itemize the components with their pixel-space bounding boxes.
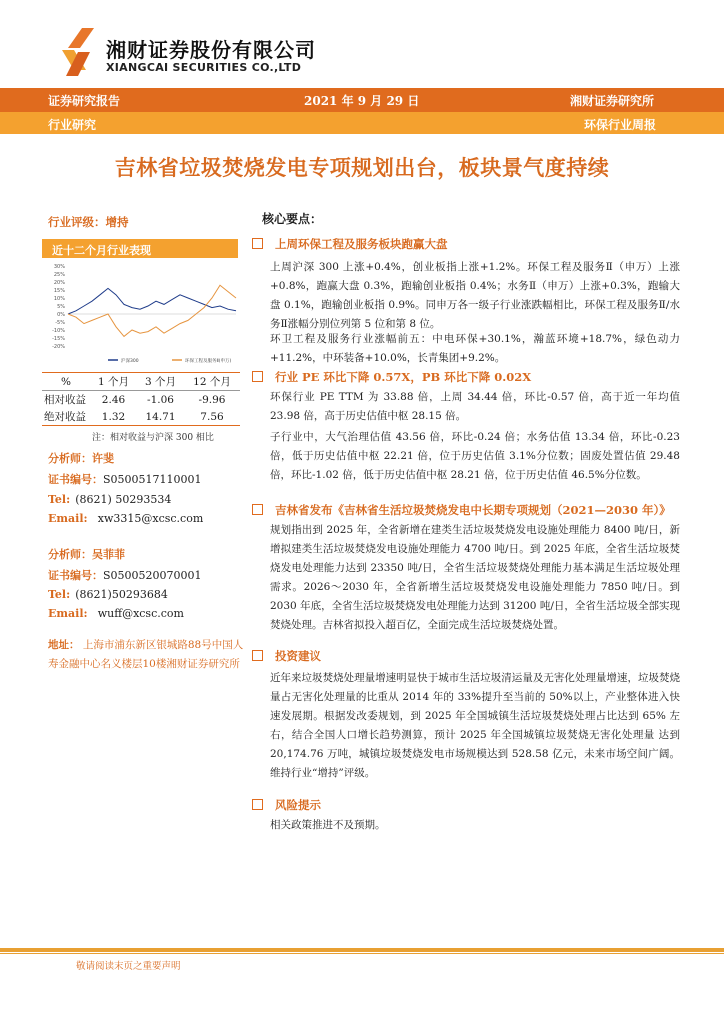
core-points-heading: 核心要点： <box>262 212 323 226</box>
performance-title: 近十二个月行业表现 <box>52 244 151 257</box>
section-2-paragraph-2: 子行业中，大气治理估值 43.56 倍，环比-0.24 倍；水务估值 13.34 倍，环比-0.23 倍，低于历史估值中枢 22.21 倍，位于历史估值 3.1%分位数；固废处置估值 29.48 倍，环比-1.02 倍，低于历史估值中枢 28.21 倍，位于历史估值 46.5%分位数。 <box>270 431 680 481</box>
table-cell: 2.46 <box>101 393 126 406</box>
section-3-heading: 吉林省发布《吉林省生活垃圾焚烧发电中长期专项规划（2021—2030 年）》 <box>252 502 671 518</box>
footer-disclaimer: 敬请阅读末页之重要声明 <box>76 961 181 972</box>
checkbox-bullet-icon <box>252 238 263 249</box>
y-tick-label: 20% <box>53 280 65 286</box>
y-tick-label: 0% <box>57 312 65 318</box>
address: 地址： 上海市浦东新区银城路88号中国人寿金融中心名义楼层10楼湘财证券研究所 <box>48 639 244 670</box>
y-tick-label: -10% <box>52 328 65 334</box>
section-1-paragraph-2: 环卫工程及服务行业涨幅前五：中电环保+30.1%，瀚蓝环境+18.7%，绿色动力+11.2%，中环装备+10.0%，长青集团+9.2%。 <box>270 333 680 364</box>
report-type: 证券研究报告 <box>48 94 121 108</box>
report-title: 吉林省垃圾焚烧发电专项规划出台，板块景气度持续 <box>114 156 610 180</box>
table-header-cell: 12 个月 <box>184 373 240 391</box>
y-tick-label: 25% <box>53 272 65 278</box>
y-tick-label: 30% <box>53 264 65 270</box>
series-line-1 <box>68 285 236 336</box>
analyst1-tel: Tel: (8621) 50293534 <box>48 493 172 506</box>
y-tick-label: 10% <box>53 296 65 302</box>
section-4-heading: 投资建议 <box>252 648 321 664</box>
footer-divider-thin <box>0 953 724 954</box>
header-bar-secondary <box>0 112 724 134</box>
table-row <box>42 391 240 409</box>
table-cell: 1.32 <box>90 408 137 426</box>
analyst1-cert: 证书编号：S0500517110001 <box>48 473 202 486</box>
series-line-0 <box>68 288 236 314</box>
table-cell: 7.56 <box>184 408 240 426</box>
analyst2-email[interactable]: Email: wuff@xcsc.com <box>48 607 184 620</box>
header-bar-primary <box>0 88 724 112</box>
section-5-paragraph-1: 相关政策推进不及预期。 <box>270 819 386 831</box>
footer-divider <box>0 948 724 952</box>
analyst1-email[interactable]: Email: xw3315@xcsc.com <box>48 512 204 525</box>
analyst2-cert: 证书编号：S0500520070001 <box>48 569 202 582</box>
company-logo-icon <box>60 28 100 78</box>
table-header-row <box>42 373 240 391</box>
section-3-paragraph-1: 规划指出到 2025 年，全省新增在建类生活垃圾焚烧发电设施处理能力 8400 吨/日，新增拟建类生活垃圾焚烧发电设施处理能力 4700 吨/日。到 2025 年底，全省生活垃圾焚烧发电处理能力达到 23350 吨/日，全省生活垃圾焚烧处理能力基本满足生活垃圾处理需求。2026～2030 年，全省新增生活垃圾焚烧发电设施处理能力 7850 吨/日。到 2030 年底，全省生活垃圾焚烧发电处理能力达到 31200 吨/日，全省生活垃圾全部实现焚烧处理。吉林省拟投入超百亿，全面完成生活垃圾焚烧处置。 <box>270 524 680 631</box>
checkbox-bullet-icon <box>252 504 263 515</box>
section-4-paragraph-1: 近年来垃圾焚烧处理量增速明显快于城市生活垃圾清运量及无害化处理量增速，垃圾焚烧量占无害化处理量的比重从 2014 年的 33%提升至当前的 50%以上，产业整体进入快速发展期。根据发改委规划，到 2025 年全国城镇生活垃圾焚烧处理占比达到 65% 左右，结合全国人口增长趋势测算，预计 2025 年全国城镇垃圾焚烧无害化处理量 达到 20,174.76 万吨，城镇垃圾焚烧发电市场规模达到 528.58 亿元，未来市场空间广阔。维持行业“增持”评级。 <box>270 672 680 779</box>
table-cell: -9.96 <box>198 393 226 406</box>
table-cell: -1.06 <box>147 393 174 406</box>
table-header-cell: 1 个月 <box>90 373 137 391</box>
table-cell: 绝对收益 <box>42 408 90 426</box>
y-tick-label: -15% <box>52 336 65 342</box>
report-date: 2021 年 9 月 29 日 <box>304 94 420 108</box>
section-2-paragraph-1: 环保行业 PE TTM 为 33.88 倍，上周 34.44 倍，环比-0.57 倍，高于近一年均值 23.98 倍，高于历史估值中枢 28.15 倍。 <box>270 391 680 422</box>
checkbox-bullet-icon <box>252 371 263 382</box>
performance-header <box>42 239 238 258</box>
section-5-heading: 风险提示 <box>252 797 321 813</box>
report-category: 行业研究 <box>48 118 97 132</box>
analyst1-name: 分析师：许斐 <box>48 452 114 465</box>
institute-name: 湘财证券研究所 <box>570 94 655 108</box>
table-cell: 14.71 <box>137 408 184 426</box>
performance-chart <box>42 262 242 370</box>
checkbox-bullet-icon <box>252 650 263 661</box>
y-tick-label: 5% <box>57 304 65 310</box>
y-tick-label: -5% <box>55 320 65 326</box>
table-note: 注：相对收益与沪深 300 相比 <box>92 433 214 443</box>
company-name-cn: 湘财证券股份有限公司 <box>106 38 316 62</box>
y-tick-label: -20% <box>52 344 65 350</box>
legend-label: 环保工程及服务Ⅱ(申万) <box>185 359 232 364</box>
section-2-heading: 行业 PE 环比下降 0.57X，PB 环比下降 0.02X <box>252 369 531 385</box>
company-name-en: XIANGCAI SECURITIES CO.,LTD <box>106 61 302 74</box>
table-header-cell: 3 个月 <box>137 373 184 391</box>
table-cell: 相对收益 <box>44 394 86 406</box>
performance-table <box>42 372 240 426</box>
industry-rating: 行业评级：增持 <box>48 215 129 229</box>
table-header-cell: % <box>42 373 90 391</box>
checkbox-bullet-icon <box>252 799 263 810</box>
y-tick-label: 15% <box>53 288 65 294</box>
analyst2-tel: Tel: (8621)50293684 <box>48 588 168 601</box>
section-1-heading: 上周环保工程及服务板块跑赢大盘 <box>252 236 448 252</box>
report-subcategory: 环保行业周报 <box>584 118 657 132</box>
section-1-paragraph-1: 上周沪深 300 上涨+0.4%，创业板指上涨+1.2%。环保工程及服务Ⅱ（申万）上涨+0.8%，跑赢大盘 0.3%，跑输创业板指 0.4%；水务Ⅱ（申万）上涨+0.3%，跑输大盘 0.1%，跑输创业板指 0.9%。同申万各一级子行业涨跌幅相比，环保工程及服务Ⅱ/水务Ⅱ涨幅分别位列第 5 位和第 8 位。 <box>270 261 680 330</box>
legend-label: 沪深300 <box>121 359 139 364</box>
table-row <box>42 408 240 426</box>
analyst2-name: 分析师：吴菲菲 <box>48 548 125 561</box>
